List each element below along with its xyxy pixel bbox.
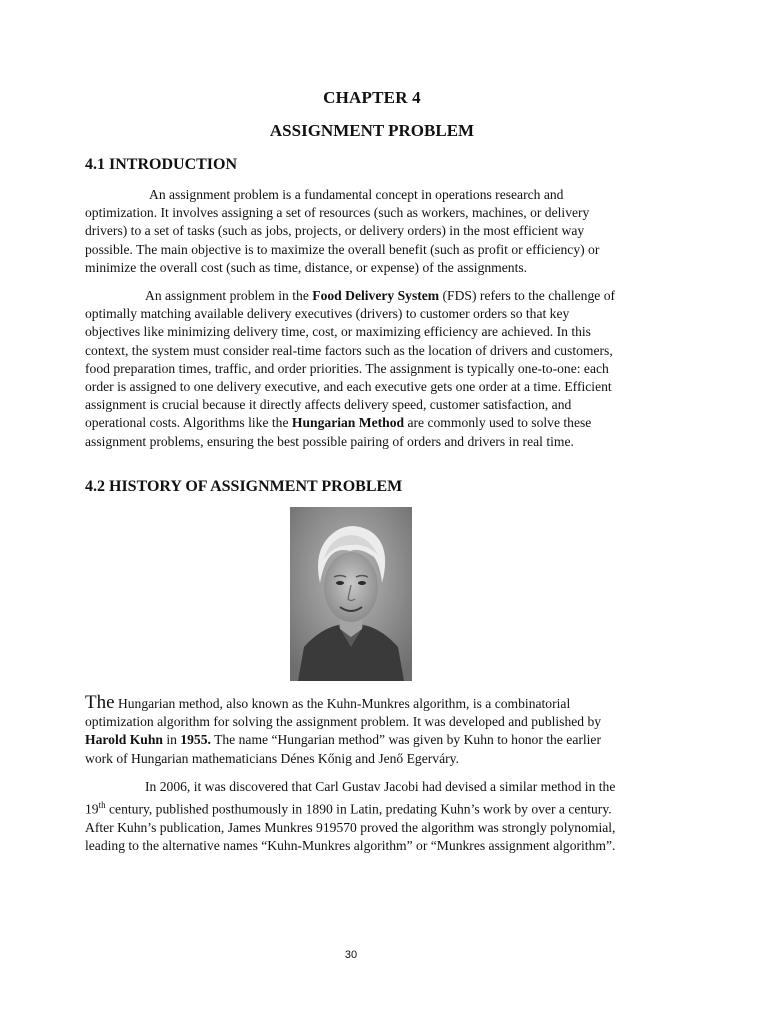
- chapter-number: CHAPTER 4: [323, 88, 421, 107]
- history-p1-text-a: Hungarian method, also known as the Kuhn-Munkres algorithm, is a combinatorial optimization algorithm for solving the assignment problem. It was developed and published by: [85, 696, 602, 730]
- history-p1-bold-kuhn: Harold Kuhn: [85, 732, 163, 748]
- intro-p2-bold-hungarian: Hungarian Method: [291, 415, 405, 431]
- history-p2-superscript: th: [98, 800, 106, 811]
- intro-paragraph-1-text: An assignment problem is a fundamental concept in operations research and optimization. It involves assigning a set of resources (such as workers, machines, or delivery drivers) to a set of tasks (such as jobs, projects, or delivery orders) in the most efficient way possible. The main objective is to maximize the overall benefit (such as profit or efficiency) or minimize the overall cost (such as time, distance, or expense) of the assignments.: [85, 187, 600, 275]
- intro-paragraph-2: [85, 287, 617, 451]
- intro-p2-text-c: are commonly used to solve these assignment problems, ensuring the best possible pairing of orders and drivers in real time.: [85, 415, 592, 449]
- intro-p2-text-a: An assignment problem in the: [145, 288, 313, 303]
- history-p2-text-b: century, published posthumously in 1890 in Latin, predating Kuhn’s work by over a century. After Kuhn’s publication, James Munkres 919570 proved the algorithm was strongly polynomial, leading to the alternative names “Kuhn-Munkres algorithm” or “Munkres assignment algorithm”.: [85, 801, 616, 854]
- history-p1-bold-year: 1955.: [180, 732, 211, 748]
- history-p2-text-a: In 2006, it was discovered that Carl Gustav Jacobi had devised a similar method in the 19: [85, 779, 616, 817]
- intro-p2-text-b: (FDS) refers to the challenge of optimally matching available delivery executives (drivers) to customer orders so that key objectives like minimizing delivery time, cost, or maximizing efficiency are achieved. In this context, the system must consider real-time factors such as the location of drivers and customers, food preparation times, traffic, and order priorities. The assignment is typically one-to-one: each order is assigned to one delivery executive, and each executive gets one order at a time. Efficient assignment is crucial because it directly affects delivery speed, customer satisfaction, and operational costs. Algorithms like the: [85, 288, 616, 431]
- history-paragraph-2: [85, 778, 617, 855]
- page-number: 30: [344, 949, 358, 961]
- chapter-title: ASSIGNMENT PROBLEM: [269, 121, 475, 140]
- history-p1-first-word: The: [85, 692, 115, 713]
- section-heading-history: 4.2 HISTORY OF ASSIGNMENT PROBLEM: [85, 478, 403, 495]
- portrait-photo: [290, 507, 412, 681]
- history-paragraph-1: [85, 694, 617, 768]
- portrait-illustration: [290, 507, 412, 681]
- section-heading-introduction: 4.1 INTRODUCTION: [85, 156, 238, 173]
- history-p1-text-b: in: [162, 732, 181, 748]
- intro-p2-bold-fds: Food Delivery System: [312, 288, 440, 303]
- history-p1-text-c: The name “Hungarian method” was given by Kuhn to honor the earlier work of Hungarian mathematicians Dénes Kőnig and Jenő Egerváry.: [85, 732, 601, 766]
- intro-paragraph-1: [85, 186, 617, 277]
